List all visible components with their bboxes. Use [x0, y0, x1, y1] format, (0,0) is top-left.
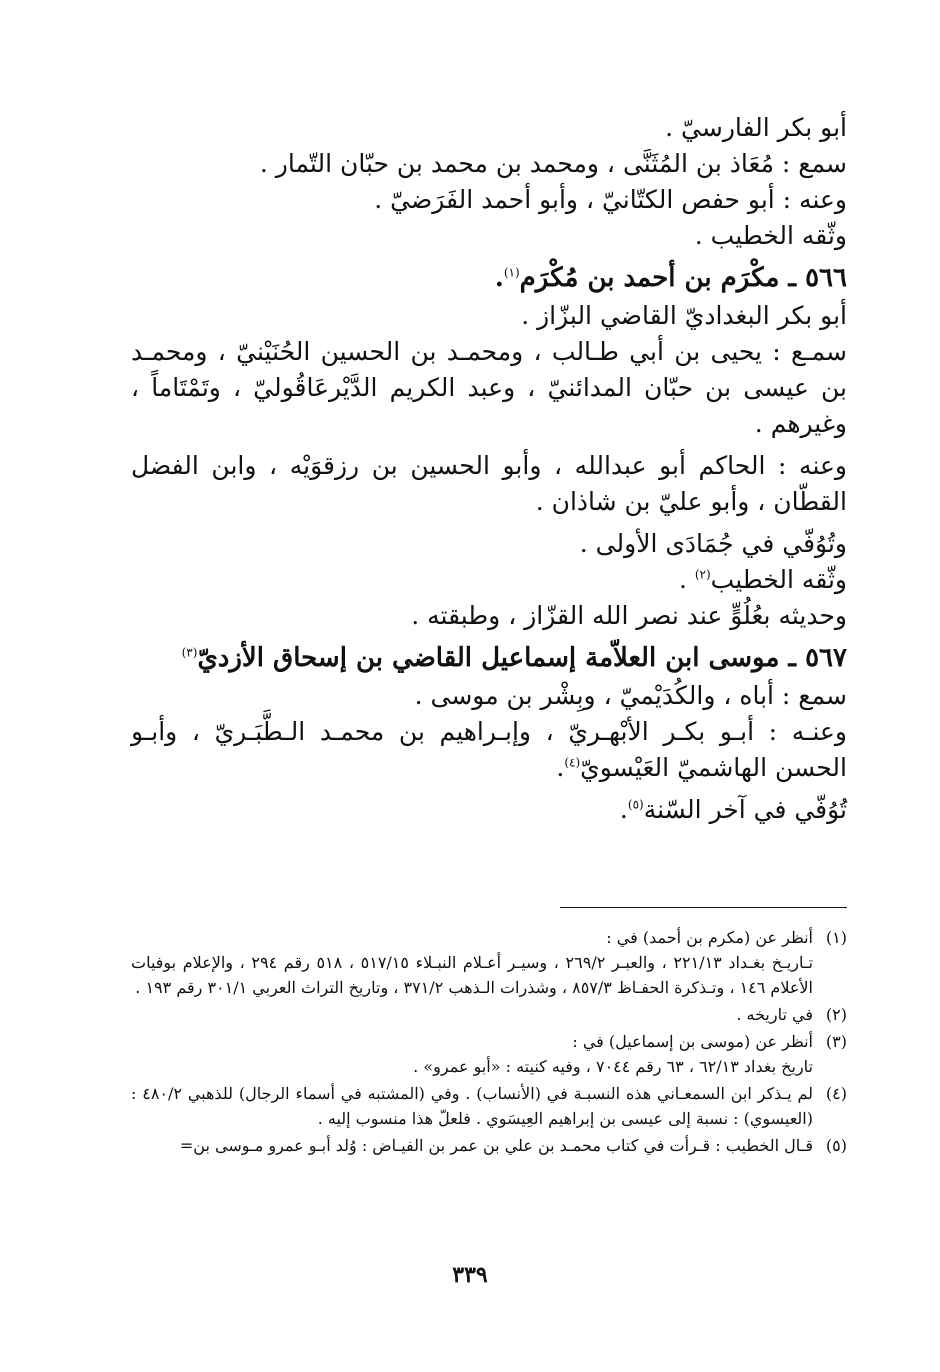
paragraph: وثّقه الخطيب .: [694, 221, 847, 250]
paragraph-end: .: [678, 565, 695, 594]
entry-heading-566: [131, 258, 847, 298]
page-number: ٣٣٩: [452, 1262, 488, 1288]
footnote-divider: [560, 907, 847, 908]
paragraph: أبو بكر الفارسيّ .: [665, 113, 847, 142]
footnote-body: [131, 1029, 813, 1079]
main-text: [131, 110, 847, 828]
footnote-body: [131, 1133, 813, 1158]
footnote-number: (٤): [825, 1084, 847, 1103]
paragraph-text: تُوُفّي في آخر السّنة: [643, 795, 847, 824]
paragraph: وعنه : الحاكم أبو عبدالله ، وأبو الحسين بن رزقوَيْه ، وابن الفضل القطّان ، وأبو عليّ بن شاذان .: [131, 451, 847, 516]
paragraph: وحديثه بعُلُوٍّ عند نصر الله القزّاز ، وطبقته .: [411, 601, 847, 630]
footnote-number: (٥): [825, 1136, 847, 1155]
footnote-number: (٣): [825, 1032, 847, 1051]
footnote-text: قـال الخطيب : قـرأت في كتاب محمـد بن علي بن عمر بن الفيـاض : وُلد أبـو عمرو مـوسى بن=: [179, 1136, 813, 1155]
entry-title-end: .: [494, 263, 504, 293]
footnote-text: تاريخ بغداد ٦٢/١٣ ، ٦٣ رقم ٧٠٤٤ ، وفيه كنيته : «أبو عمرو» .: [413, 1057, 813, 1076]
paragraph: [131, 792, 847, 828]
paragraph: وعنه : أبو حفص الكتّانيّ ، وأبو أحمد الفَرَضيّ .: [374, 185, 847, 214]
paragraph-end: .: [556, 753, 565, 782]
footnote-text: تـاريـخ بغـداد ٢٢١/١٣ ، والعبـر ٢٦٩/٢ ، وسيـر أعـلام النبـلاء ٥١٧/١٥ ، ٥١٨ رقم ٢٩٤ ، والإعلام بوفيات الأعلام ١٤٦ ، وتـذكرة الحفـاظ ٨٥٧/٣ ، وشذرات الـذهب ٣٧١/٢ ، وتاريخ التراث العربي ٣٠١/١ رقم ١٩٣ .: [131, 953, 814, 997]
footnote-text: أنظر عن (مكرم بن أحمد) في :: [606, 928, 813, 947]
footnote-item: [131, 1029, 847, 1079]
footnote-text: أنظر عن (موسى بن إسماعيل) في :: [572, 1032, 813, 1051]
paragraph: [131, 714, 847, 786]
footnote-item: [131, 925, 847, 1000]
footnote-body: [131, 1081, 813, 1131]
entry-heading-567: [131, 638, 847, 678]
footnotes: [131, 925, 847, 1160]
footnote-body: [131, 1002, 813, 1027]
entry-title-text: ٥٦٧ ـ موسى ابن العلاّمة إسماعيل القاضي بن إسحاق الأزديّ: [197, 643, 847, 673]
paragraph-end: .: [619, 795, 628, 824]
footnote-ref[interactable]: (٢): [694, 567, 711, 582]
footnote-item: [131, 1002, 847, 1027]
paragraph: سمع : مُعَاذ بن المُثَنَّى ، ومحمد بن محمد بن حبّان التّمار .: [259, 149, 847, 178]
footnote-item: [131, 1081, 847, 1131]
footnote-ref[interactable]: (٤): [564, 755, 581, 770]
footnote-item: [131, 1133, 847, 1158]
paragraph: سمـع : يحيى بن أبي طـالب ، ومحمـد بن الحسين الحُنَيْنيّ ، ومحمـد بن عيسى بن حبّان المدائنيّ ، وعبد الكريم الدَّيْرعَاقُوليّ ، وتَمْتَاماً ، وغيرهم .: [131, 337, 847, 438]
footnote-text: لم يـذكر ابن السمعـاني هذه النسبـة في (الأنساب) . وفي (المشتبه في أسماء الرجال) للذهبي ٤٨٠/٢ : (العيسوي) : نسبة إلى عيسى بن إبراهيم العِيسَوي . فلعلّ هذا منسوب إليه .: [131, 1084, 814, 1128]
footnote-ref[interactable]: (١): [503, 265, 520, 280]
paragraph: أبو بكر البغداديّ القاضي البزّاز .: [521, 301, 847, 330]
footnote-number: (١): [825, 928, 847, 947]
paragraph: وتُوُفّي في جُمَادَى الأولى .: [579, 529, 847, 558]
footnote-ref[interactable]: (٥): [627, 797, 644, 812]
paragraph: [131, 562, 847, 598]
footnote-number: (٢): [825, 1005, 847, 1024]
paragraph-text: وثّقه الخطيب: [710, 565, 847, 594]
footnote-body: [131, 925, 813, 1000]
paragraph-text: وعنـه : أبـو بكـر الأبْهـريّ ، وإبـراهيم بن محمـد الـطَّبَـريّ ، وأبـو الحسن الهاشميّ العَيْسويّ: [131, 717, 847, 782]
footnote-text: في تاريخه .: [736, 1005, 813, 1024]
footnote-ref[interactable]: (٣): [181, 645, 198, 660]
paragraph: سمع : أباه ، والكُدَيْميّ ، وبِشْر بن موسى .: [414, 681, 847, 710]
entry-title-text: ٥٦٦ ـ مكْرَم بن أحمد بن مُكْرَم: [519, 263, 847, 293]
